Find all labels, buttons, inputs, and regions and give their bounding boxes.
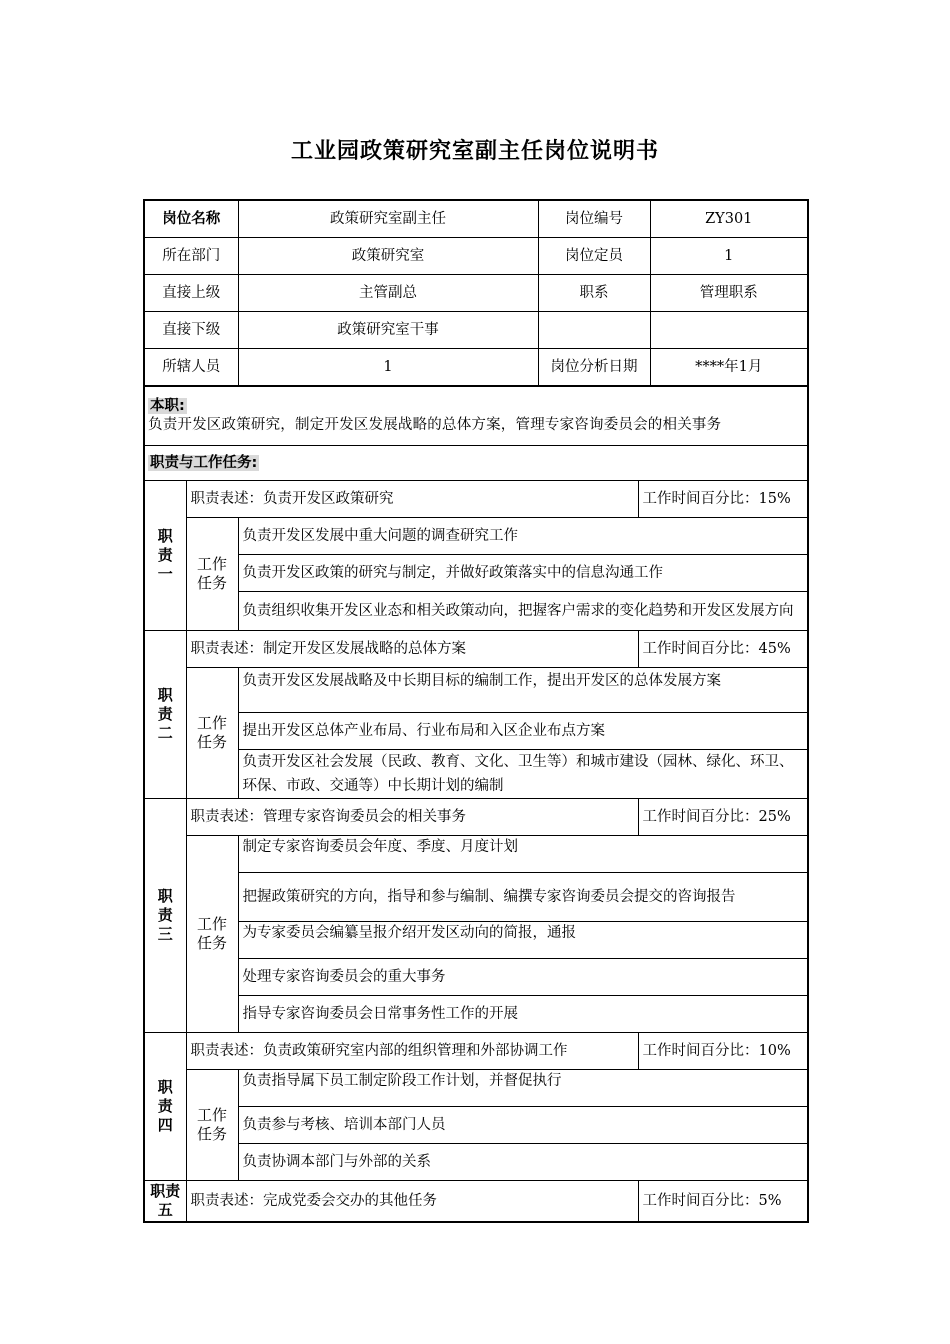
duty-desc: 职责表述：负责政策研究室内部的组织管理和外部协调工作 [186,1033,638,1070]
info-row [144,238,808,275]
task-item: 处理专家咨询委员会的重大事务 [238,959,808,996]
task-label: 工作任务 [186,518,238,631]
duty-desc: 职责表述：制定开发区发展战略的总体方案 [186,631,638,668]
duty-label: 职责三 [144,799,186,1033]
task-item: 负责开发区政策的研究与制定，并做好政策落实中的信息沟通工作 [238,555,808,592]
duty-desc-row [144,481,808,518]
duty-desc: 职责表述：管理专家咨询委员会的相关事务 [186,799,638,836]
duty-label: 职责二 [144,631,186,799]
duty-percent: 工作时间百分比：5% [638,1181,808,1223]
label-superior: 直接上级 [144,275,238,312]
task-row [144,668,808,713]
task-row [144,873,808,922]
empty-cell [538,312,650,349]
info-row [144,200,808,238]
duty-percent: 工作时间百分比：25% [638,799,808,836]
duty-desc: 职责表述：完成党委会交办的其他任务 [186,1181,638,1223]
position-name-value: 政策研究室副主任 [238,200,538,238]
managed-value: 1 [238,349,538,387]
duty-desc-row [144,799,808,836]
task-item: 制定专家咨询委员会年度、季度、月度计划 [238,836,808,873]
task-row [144,1107,808,1144]
task-row [144,836,808,873]
position-code-value: ZY301 [650,200,808,238]
task-row [144,959,808,996]
label-department: 所在部门 [144,238,238,275]
label-subordinate: 直接下级 [144,312,238,349]
duty-label: 职责四 [144,1033,186,1181]
task-row [144,518,808,555]
task-row [144,1144,808,1181]
task-row [144,996,808,1033]
task-item: 负责开发区发展中重大问题的调查研究工作 [238,518,808,555]
task-label: 工作任务 [186,836,238,1033]
task-label: 工作任务 [186,668,238,799]
subordinate-value: 政策研究室干事 [238,312,538,349]
duty-desc: 职责表述：负责开发区政策研究 [186,481,638,518]
duty-desc-row [144,631,808,668]
task-item: 指导专家咨询委员会日常事务性工作的开展 [238,996,808,1033]
superior-value: 主管副总 [238,275,538,312]
department-value: 政策研究室 [238,238,538,275]
duty-desc-row [144,1181,808,1223]
label-position-name: 岗位名称 [144,200,238,238]
task-item: 把握政策研究的方向，指导和参与编制、编撰专家咨询委员会提交的咨询报告 [238,873,808,922]
headcount-value: 1 [650,238,808,275]
task-label: 工作任务 [186,1070,238,1181]
duties-header: 职责与工作任务: [150,454,258,471]
duty-percent: 工作时间百分比：15% [638,481,808,518]
task-item: 负责开发区社会发展（民政、教育、文化、卫生等）和城市建设（园林、绿化、环卫、环保、市政、交通等）中长期计划的编制 [238,750,808,799]
info-row [144,312,808,349]
label-job-family: 职系 [538,275,650,312]
info-row [144,275,808,312]
label-position-code: 岗位编号 [538,200,650,238]
core-text: 负责开发区政策研究，制定开发区发展战略的总体方案，管理专家咨询委员会的相关事务 [148,417,722,433]
label-analysis-date: 岗位分析日期 [538,349,650,387]
job-family-value: 管理职系 [650,275,808,312]
info-row [144,349,808,387]
task-item: 负责指导属下员工制定阶段工作计划，并督促执行 [238,1070,808,1107]
task-item: 负责组织收集开发区业态和相关政策动向，把握客户需求的变化趋势和开发区发展方向 [238,592,808,631]
task-row [144,713,808,750]
duty-label: 职责一 [144,481,186,631]
empty-cell [650,312,808,349]
task-item: 负责开发区发展战略及中长期目标的编制工作，提出开发区的总体发展方案 [238,668,808,713]
core-label: 本职: [150,398,185,414]
analysis-date-value: ****年1月 [650,349,808,387]
label-managed: 所辖人员 [144,349,238,387]
task-item: 为专家委员会编纂呈报介绍开发区动向的简报，通报 [238,922,808,959]
label-headcount: 岗位定员 [538,238,650,275]
task-row [144,592,808,631]
task-row [144,1070,808,1107]
task-item: 负责参与考核、培训本部门人员 [238,1107,808,1144]
task-row [144,750,808,799]
task-item: 提出开发区总体产业布局、行业布局和入区企业布点方案 [238,713,808,750]
page-title: 工业园政策研究室副主任岗位说明书 [290,139,659,164]
core-row [144,386,808,446]
job-description-table [143,199,809,1223]
duty-desc-row [144,1033,808,1070]
duties-header-row [144,446,808,481]
duty-percent: 工作时间百分比：45% [638,631,808,668]
task-row [144,922,808,959]
duty-label: 职责五 [144,1181,186,1223]
task-row [144,555,808,592]
task-item: 负责协调本部门与外部的关系 [238,1144,808,1181]
duty-percent: 工作时间百分比：10% [638,1033,808,1070]
